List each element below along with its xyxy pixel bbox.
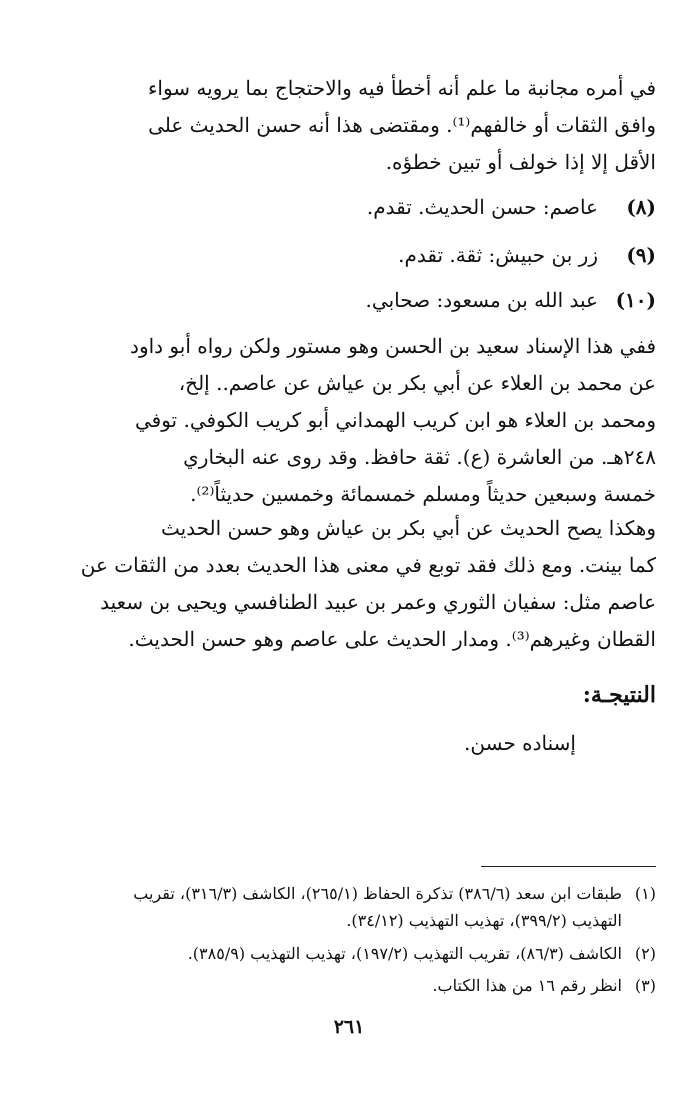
footnote-2 <box>58 940 656 967</box>
paragraph-line: وهكذا يصح الحديث عن أبي بكر بن عياش وهو حسن الحديث <box>160 516 656 540</box>
paragraph-line: ففي هذا الإسناد سعيد بن الحسن وهو مستور ولكن رواه أبو داود <box>130 334 656 358</box>
footnote-number: (١) <box>634 884 656 903</box>
book-page <box>58 0 656 1116</box>
footnote-continuation: التهذيب (٣٩٩/٢)، تهذيب التهذيب (٣٤/١٢). <box>346 911 622 930</box>
footnote-number: (٣) <box>634 976 656 995</box>
paragraph-line: ٢٤٨هـ. من العاشرة (ع). ثقة حافظ. وقد روى عنه البخاري <box>183 445 656 469</box>
result-text: إسناده حسن. <box>464 731 576 755</box>
footnote-number: (٢) <box>634 944 656 963</box>
paragraph-line: كما بينت. ومع ذلك فقد توبع في معنى هذا الحديث بعدد من الثقات عن <box>80 553 656 577</box>
narrator-number: (٨) <box>626 195 656 219</box>
footnote-3 <box>58 972 656 999</box>
narrator-item-9 <box>58 240 656 270</box>
paragraph-3 <box>58 510 656 658</box>
result-heading: النتيجـة: <box>582 682 656 708</box>
narrator-item-10 <box>58 285 656 315</box>
paragraph-2 <box>58 328 656 513</box>
footnote-text: انظر رقم ١٦ من هذا الكتاب. <box>432 976 622 995</box>
footnote-text: طبقات ابن سعد (٣٨٦/٦) تذكرة الحفاظ (٢٦٥/١)، الكاشف (٣١٦/٣)، تقريب <box>133 884 622 903</box>
paragraph-line: ومحمد بن العلاء هو ابن كريب الهمداني أبو كريب الكوفي. توفي <box>134 408 656 432</box>
paragraph-line: القطان وغيرهم⁽³⁾. ومدار الحديث على عاصم وهو حسن الحديث. <box>128 627 656 651</box>
narrator-text: عاصم: حسن الحديث. تقدم. <box>366 195 598 219</box>
footnote-text: الكاشف (٨٦/٣)، تقريب التهذيب (١٩٧/٢)، تهذيب التهذيب (٣٨٥/٩). <box>187 944 622 963</box>
narrator-text: زر بن حبيش: ثقة. تقدم. <box>398 243 598 267</box>
footnote-1 <box>58 880 656 934</box>
footnote-divider <box>481 866 656 867</box>
narrator-text: عبد الله بن مسعود: صحابي. <box>365 288 598 312</box>
paragraph-line: وافق الثقات أو خالفهم⁽¹⁾. ومقتضى هذا أنه حسن الحديث على <box>148 113 656 137</box>
paragraph-line: الأقل إلا إذا خولف أو تبين خطؤه. <box>385 150 656 174</box>
page-number: ٢٦١ <box>333 1016 365 1038</box>
paragraph-line: عن محمد بن العلاء عن أبي بكر بن عياش عن عاصم.. إلخ، <box>178 371 656 395</box>
paragraph-line: خمسة وسبعين حديثاً ومسلم خمسمائة وخمسين حديثاً⁽²⁾. <box>190 482 656 506</box>
paragraph-line: عاصم مثل: سفيان الثوري وعمر بن عبيد الطنافسي ويحيى بن سعيد <box>100 590 656 614</box>
narrator-number: (٩) <box>626 243 656 267</box>
paragraph-1 <box>58 70 656 181</box>
paragraph-line: في أمره مجانبة ما علم أنه أخطأ فيه والاحتجاج بما يرويه سواء <box>148 76 656 100</box>
narrator-number: (١٠) <box>615 288 656 312</box>
narrator-item-8 <box>58 192 656 222</box>
